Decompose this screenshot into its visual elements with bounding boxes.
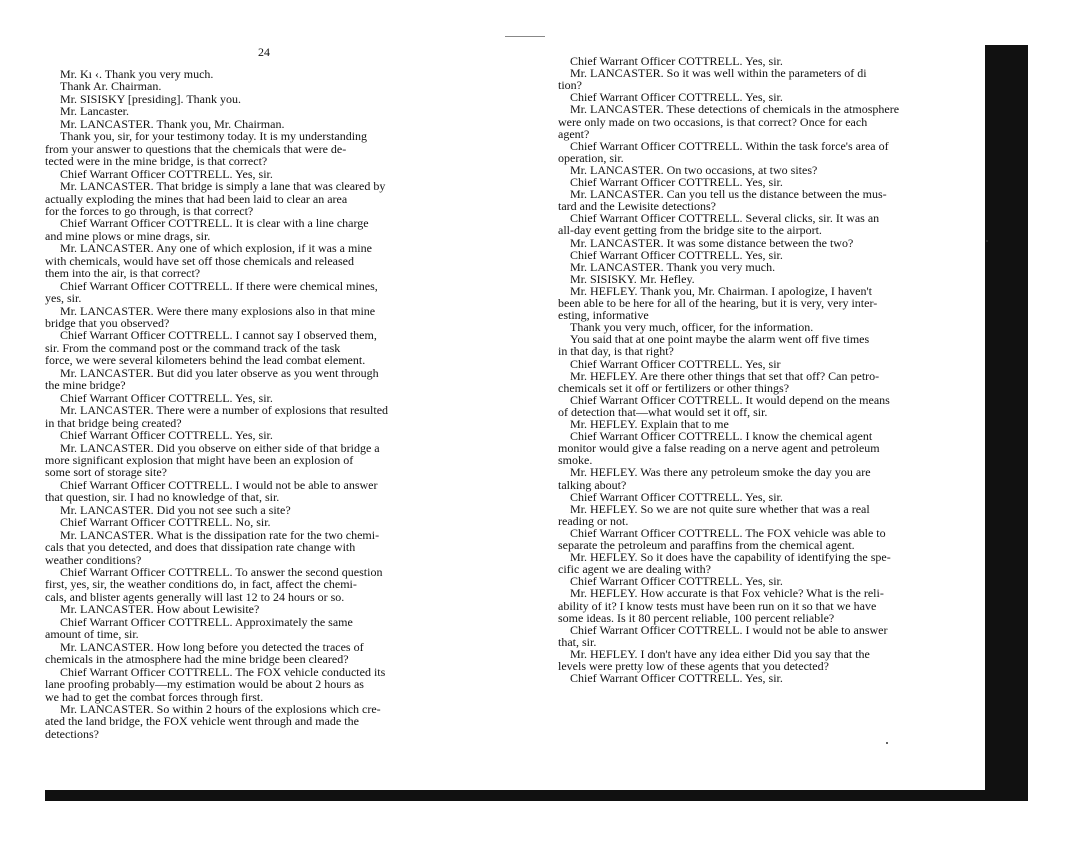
text-line: Mr. LANCASTER. Did you observe on either side of that bridge a <box>60 440 380 455</box>
text-line: the mine bridge? <box>45 378 126 393</box>
text-line: tected were in the mine bridge, is that correct? <box>45 154 268 169</box>
text-line: Thank you, sir, for your testimony today. It is my understanding <box>60 129 368 144</box>
text-line: with chemicals, would have set off those chemicals and released <box>45 253 355 268</box>
text-line: of detection that—what would set it off, sir. <box>558 404 768 419</box>
text-line: them into the air, is that correct? <box>45 266 201 281</box>
text-line: ated the land bridge, the FOX vehicle went through and made the <box>45 714 359 729</box>
text-line: Mr. HEFLEY. So we are not quite sure whether that was a real <box>570 501 870 516</box>
text-line: Chief Warrant Officer COTTRELL. I would not be able to answer <box>570 622 888 637</box>
text-line: Chief Warrant Officer COTTRELL. Yes, sir. <box>570 90 783 105</box>
text-line: agent? <box>558 126 590 141</box>
text-line: Mr. LANCASTER. There were a number of explosions that resulted <box>60 403 389 418</box>
text-line: been able to be here for all of the hearing, but it is very, very inter- <box>558 296 878 310</box>
left-page <box>30 30 500 790</box>
text-line: lane proofing probably—my estimation would be about 2 hours as <box>45 677 364 692</box>
text-line: Chief Warrant Officer COTTRELL. No, sir. <box>60 515 271 530</box>
text-line: chemicals set it off or fertilizers or other things? <box>558 380 790 395</box>
text-line: tion? <box>558 78 582 93</box>
text-line: Mr. LANCASTER. Were there many explosions also in that mine <box>60 303 376 318</box>
text-line: all-day event getting from the bridge site to the airport. <box>558 223 822 238</box>
text-line: Mr. HEFLEY. Thank you, Mr. Chairman. I apologize, I haven't <box>570 283 873 298</box>
text-line: Mr. Kı ‹. Thank you very much. <box>60 67 214 81</box>
scan-speck <box>886 742 888 744</box>
text-line: Mr. LANCASTER. On two occasions, at two sites? <box>570 162 818 177</box>
text-line: Chief Warrant Officer COTTRELL. The FOX vehicle was able to <box>570 525 886 540</box>
text-line: ability of it? I know tests must have been run on it so that we have <box>558 598 877 613</box>
text-line: Mr. LANCASTER. Thank you, Mr. Chairman. <box>60 116 285 131</box>
text-line: bridge that you observed? <box>45 316 170 330</box>
text-line: Mr. HEFLEY. So it does have the capability of identifying the spe- <box>570 550 891 565</box>
text-line: Chief Warrant Officer COTTRELL. Yes, sir. <box>570 175 783 189</box>
text-line: Chief Warrant Officer COTTRELL. Yes, sir. <box>570 54 783 68</box>
text-line: in that day, is that right? <box>558 344 674 359</box>
text-line: Mr. LANCASTER. It was some distance between the two? <box>570 235 854 250</box>
text-line: that, sir. <box>558 634 597 649</box>
text-line: first, yes, sir, the weather conditions do, in fact, affect the chemi- <box>45 577 357 592</box>
text-line: Mr. HEFLEY. I don't have any idea either Did you say that the <box>570 646 870 661</box>
text-line: Thank you very much, officer, for the information. <box>570 320 814 335</box>
text-line: actually exploding the mines that had been laid to clear an area <box>45 191 348 206</box>
text-line: that question, sir. I had no knowledge of that, sir. <box>45 490 280 505</box>
text-line: some sort of storage site? <box>45 465 167 480</box>
scan-speck <box>986 240 988 242</box>
text-line: Mr. LANCASTER. That bridge is simply a lane that was cleared by <box>60 179 386 194</box>
text-line: Mr. LANCASTER. Did you not see such a site? <box>60 502 291 517</box>
text-line: Mr. LANCASTER. Thank you very much. <box>570 259 776 274</box>
text-line: Mr. LANCASTER. Can you tell us the distance between the mus- <box>570 187 887 202</box>
scan-border-right <box>985 45 1028 795</box>
text-line: Mr. HEFLEY. Explain that to me <box>570 417 729 431</box>
text-line: Mr. LANCASTER. Any one of which explosion, if it was a mine <box>60 241 372 256</box>
text-line: amount of time, sir. <box>45 627 139 642</box>
text-line: chemicals in the atmosphere had the mine bridge been cleared? <box>45 652 349 667</box>
text-line: levels were pretty low of these agents that you detected? <box>558 659 829 673</box>
text-line: Chief Warrant Officer COTTRELL. Yes, sir. <box>570 489 783 504</box>
text-line: sir. From the command post or the command track of the task <box>45 340 341 355</box>
text-line: some ideas. Is it 80 percent reliable, 100 percent reliable? <box>558 610 835 625</box>
text-line: Mr. LANCASTER. How about Lewisite? <box>60 602 260 617</box>
text-line: Mr. SISISKY. Mr. Hefley. <box>570 271 695 286</box>
text-line: tard and the Lewisite detections? <box>558 199 716 214</box>
text-line: were only made on two occasions, is that correct? Once for each <box>558 114 868 129</box>
text-line: monitor would give a false reading on a nerve agent and petroleum <box>558 441 880 456</box>
text-line: we had to get the combat forces through first. <box>45 689 264 704</box>
text-line: Chief Warrant Officer COTTRELL. It is clear with a line charge <box>60 216 369 231</box>
text-line: Mr. LANCASTER. These detections of chemicals in the atmosphere <box>570 102 900 117</box>
text-line: Chief Warrant Officer COTTRELL. Within the task force's area of <box>570 138 889 153</box>
text-line: and mine plows or mine drags, sir. <box>45 228 211 243</box>
text-line: Mr. LANCASTER. So within 2 hours of the explosions which cre- <box>60 701 381 716</box>
text-line: reading or not. <box>558 513 629 528</box>
text-line: Mr. HEFLEY. Are there other things that set that off? Can petro- <box>570 368 880 383</box>
text-line: force, we were several kilometers behind the lead combat element. <box>45 353 366 368</box>
text-line: Mr. SISISKY [presiding]. Thank you. <box>60 91 241 106</box>
text-line: Mr. HEFLEY. How accurate is that Fox vehicle? What is the reli- <box>570 586 884 601</box>
text-line: Mr. LANCASTER. So it was well within the parameters of di <box>570 66 867 81</box>
text-line: Chief Warrant Officer COTTRELL. It would depend on the means <box>570 392 890 407</box>
text-line: more significant explosion that might have been an explosion of <box>45 452 354 467</box>
text-line: talking about? <box>558 477 627 492</box>
text-line: Mr. HEFLEY. Was there any petroleum smoke the day you are <box>570 465 871 480</box>
text-line: Chief Warrant Officer COTTRELL. I cannot say I observed them, <box>60 328 377 343</box>
text-line: separate the petroleum and paraffins from the chemical agent. <box>558 538 855 552</box>
text-line: detections? <box>45 726 99 741</box>
text-line: cific agent we are dealing with? <box>558 562 711 577</box>
text-line: Mr. LANCASTER. How long before you detected the traces of <box>60 639 364 654</box>
text-line: cals, and blister agents generally will last 12 to 24 hours or so. <box>45 589 345 604</box>
text-line: from your answer to questions that the chemicals that were de- <box>45 141 347 156</box>
text-line: smoke. <box>558 453 593 468</box>
text-line: You said that at one point maybe the alarm went off five times <box>570 332 870 347</box>
text-line: in that bridge being created? <box>45 415 182 430</box>
text-line: Chief Warrant Officer COTTRELL. Yes, sir. <box>60 166 273 181</box>
text-line: yes, sir. <box>45 291 82 306</box>
text-line: Thank Ar. Chairman. <box>60 79 162 94</box>
text-line: cals that you detected, and does that dissipation rate change with <box>45 540 356 555</box>
text-line: for the forces to go through, is that correct? <box>45 203 254 218</box>
text-line: Mr. Lancaster. <box>60 104 129 119</box>
page-number: 24 <box>258 45 270 59</box>
text-line: Chief Warrant Officer COTTRELL. I know the chemical agent <box>570 429 873 444</box>
text-line: operation, sir. <box>558 150 624 165</box>
text-line: Chief Warrant Officer COTTRELL. Yes, sir. <box>570 671 783 686</box>
text-line: Chief Warrant Officer COTTRELL. The FOX vehicle conducted its <box>60 664 386 679</box>
text-line: Chief Warrant Officer COTTRELL. Several clicks, sir. It was an <box>570 211 880 226</box>
text-line: Chief Warrant Officer COTTRELL. I would not be able to answer <box>60 477 378 492</box>
text-line: Chief Warrant Officer COTTRELL. To answer the second question <box>60 565 383 579</box>
text-line: Chief Warrant Officer COTTRELL. Yes, sir. <box>570 247 783 262</box>
text-line: Chief Warrant Officer COTTRELL. Approximately the same <box>60 614 353 629</box>
text-line: Chief Warrant Officer COTTRELL. Yes, sir. <box>570 574 783 589</box>
text-line: Chief Warrant Officer COTTRELL. Yes, sir. <box>60 428 273 443</box>
text-line: weather conditions? <box>45 552 142 567</box>
text-line: Mr. LANCASTER. What is the dissipation rate for the two chemi- <box>60 527 380 542</box>
text-line: Chief Warrant Officer COTTRELL. Yes, sir <box>570 356 781 371</box>
right-page <box>545 30 990 790</box>
scan-border-bottom <box>45 790 1028 801</box>
text-line: Chief Warrant Officer COTTRELL. Yes, sir. <box>60 390 273 405</box>
text-line: esting, informative <box>558 308 649 323</box>
text-line: Chief Warrant Officer COTTRELL. If there were chemical mines, <box>60 278 378 293</box>
text-line: Mr. LANCASTER. But did you later observe as you went through <box>60 365 379 380</box>
